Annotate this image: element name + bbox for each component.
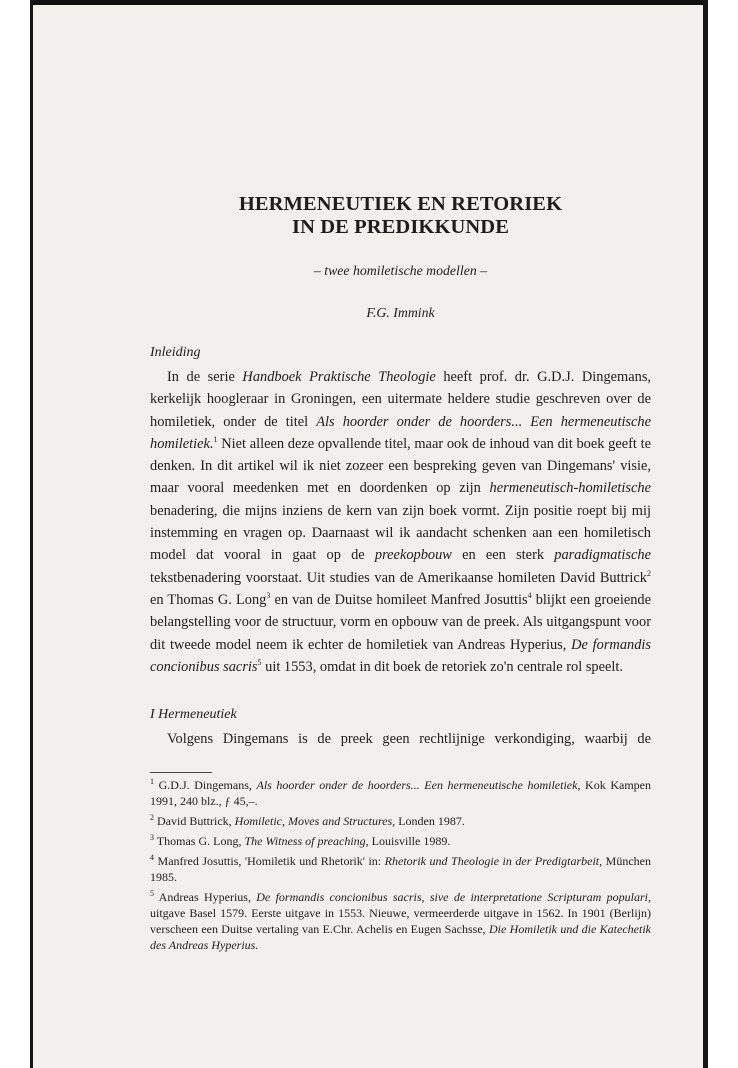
italic-run: Homiletic, Moves and Structures,: [234, 814, 396, 828]
footnote-5: [150, 889, 651, 953]
text-run: benadering, die mijns inziens de kern van zijn boek vormt. Zijn positie roept bij mij instemming en vragen op. Daarnaast wil ik aandacht schenken aan een homiletisch model dat vooral in gaat op de: [150, 502, 651, 564]
italic-run: preekopbouw: [374, 547, 452, 564]
text-run: en Thomas G. Long: [150, 591, 267, 608]
text-run: uitgave Basel 1579. Eerste uitgave in 1553. Nieuwe, vermeerderde uitgave in 1562. In 1901 (Berlijn) verscheen een Duitse vertaling van E.Chr. Achelis en Eugen Sachsse,: [150, 906, 651, 936]
italic-run: Rhetorik und Theologie in der Predigtarbeit,: [384, 854, 603, 868]
text-run: Thomas G. Long,: [154, 834, 245, 848]
text-run: Andreas Hyperius,: [154, 890, 257, 904]
page: [33, 5, 703, 1068]
text-run: Niet alleen deze opvallende titel, maar ook de inhoud van dit boek geeft te denken. In dit artikel wil ik niet zozeer een bespreking geven van Dingemans' visie, maar vooral meedenken met en doordenken op zijn: [150, 435, 651, 497]
text-run: München 1985.: [150, 854, 651, 884]
footnote-2: [150, 813, 651, 829]
intro-paragraph: [150, 366, 651, 678]
text-run: David Buttrick,: [154, 814, 235, 828]
text-run: Louisville 1989.: [368, 834, 451, 848]
footnote-number: 2: [150, 813, 154, 822]
title-line-1: HERMENEUTIEK EN RETORIEK: [238, 193, 563, 215]
scan-edge-right: [703, 0, 708, 1068]
italic-run: De formandis concionibus sacris: [150, 636, 652, 675]
scan-margin-left: [0, 0, 30, 1068]
footnote-4: [150, 853, 651, 885]
text-run: Kok Kampen 1991, 240 blz., ƒ 45,–.: [150, 778, 651, 808]
footnote-3: [150, 833, 651, 849]
italic-run: Als hoorder onder de hoorders... Een hermeneutische homiletiek,: [256, 778, 581, 792]
title-line-2: IN DE PREDIKKUNDE: [292, 216, 509, 238]
italic-run: De formandis concionibus sacris, sive de interpretatione Scripturam populari,: [256, 890, 651, 904]
article-author: F.G. Immink: [366, 305, 435, 320]
text-run: In de serie: [167, 369, 243, 385]
text-run: Manfred Josuttis, 'Homiletik und Rhetorik' in:: [154, 854, 385, 868]
footnote-number: 3: [150, 833, 154, 842]
scan-edge-left: [30, 0, 33, 1068]
italic-run: hermeneutisch-homiletische: [489, 480, 651, 497]
text-run: tekstbenadering voorstaat. Uit studies van de Amerikaanse homileten David Buttrick: [150, 569, 647, 586]
text-run: en van de Duitse homileet Manfred Josuttis: [270, 591, 528, 608]
italic-run: The Witness of preaching,: [244, 834, 369, 848]
section-heading-inleiding: Inleiding: [150, 345, 201, 360]
footnotes: [150, 777, 651, 957]
text-run: blijkt een groeiende belangstelling voor de structuur, vorm en opbouw van de preek. Als uitgangspunt voor dit tweede model neem ik echter de homiletiek van Andreas Hyperius,: [150, 591, 651, 653]
footnote-number: 5: [150, 889, 154, 898]
footnote-ref-2: 2: [647, 568, 651, 578]
footnote-number: 4: [150, 853, 154, 862]
scan-margin-right: [708, 0, 738, 1068]
text-run: G.D.J. Dingemans,: [154, 778, 257, 792]
italic-run: Als hoorder onder de hoorders... Een hermeneutische homiletiek.: [150, 413, 652, 452]
hermeneutiek-paragraph: Volgens Dingemans is de preek geen rechtlijnige verkondiging, waarbij de: [167, 731, 651, 747]
italic-run: Handboek Praktische Theologie: [242, 369, 436, 385]
article-title: [150, 193, 651, 239]
text-run: Londen 1987.: [395, 814, 465, 828]
footnote-ref-3: 3: [266, 591, 271, 601]
footnote-ref-1: 1: [213, 435, 218, 445]
footnote-divider: [150, 772, 212, 773]
italic-run: Die Homiletik und die Katechetik des Andreas Hyperius.: [150, 922, 651, 952]
italic-run: paradigmatische: [554, 547, 651, 564]
article-subtitle: – twee homiletische modellen –: [313, 263, 488, 278]
text-run: uit 1553, omdat in dit boek de retoriek zo'n centrale rol speelt.: [261, 658, 623, 675]
footnote-1: [150, 777, 651, 809]
section-heading-hermeneutiek: I Hermeneutiek: [150, 707, 237, 722]
footnote-ref-5: 5: [257, 658, 262, 668]
footnote-number: 1: [150, 777, 154, 786]
text-run: en een sterk: [451, 547, 555, 564]
footnote-ref-4: 4: [527, 591, 532, 601]
text-run: heeft prof. dr. G.D.J. Dingemans, kerkelijk hoogleraar in Groningen, een uitermate heldere studie geschreven over de homiletiek, onder de titel: [150, 369, 652, 430]
